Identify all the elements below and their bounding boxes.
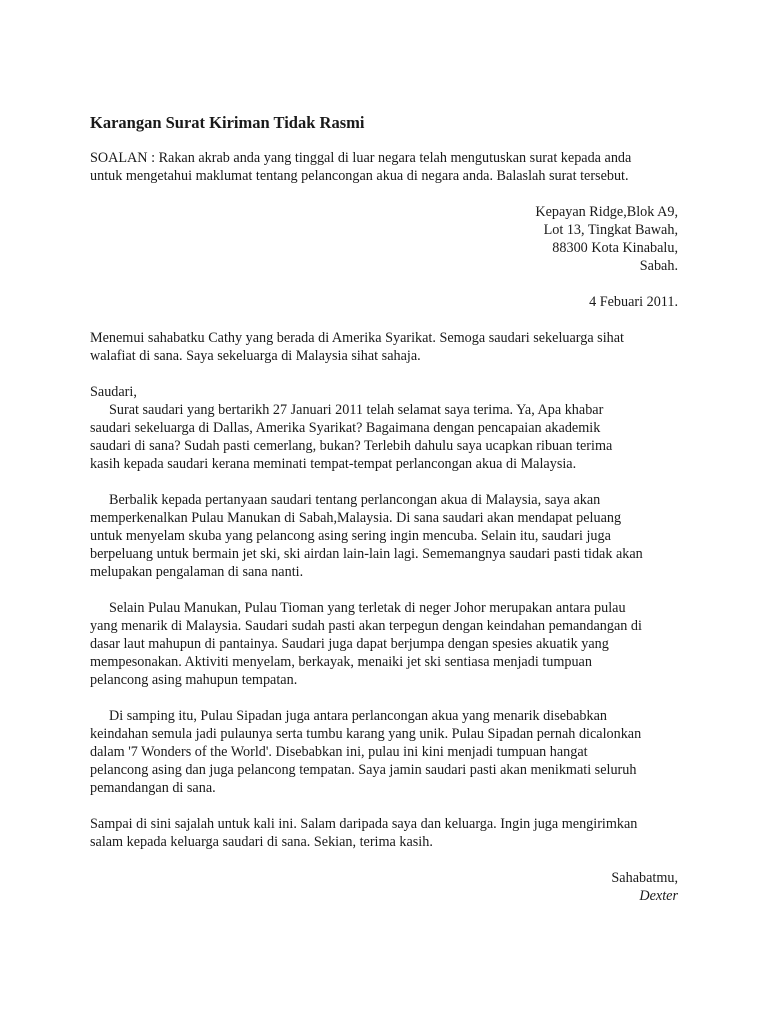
body-paragraph-4 [90,707,678,797]
question-line: SOALAN : Rakan akrab anda yang tinggal di luar negara telah mengutuskan surat kepada anda [90,150,632,166]
body-paragraph-1 [90,401,678,473]
sender-address [90,203,678,275]
paragraph-line: melupakan pengalaman di sana nanti. [90,564,304,580]
paragraph-line: Surat saudari yang bertarikh 27 Januari 2011 telah selamat saya terima. Ya, Apa khabar [109,402,604,418]
paragraph-line: pelancong asing mahupun tempatan. [90,672,298,688]
question-block [90,149,678,185]
address-line: Sabah. [639,258,678,274]
paragraph-line: mempesonakan. Aktiviti menyelam, berkayak, menaiki jet ski sentiasa menjadi tumpuan [90,654,592,670]
paragraph-line: pemandangan di sana. [90,780,216,796]
paragraph-line: Selain Pulau Manukan, Pulau Tioman yang terletak di neger Johor merupakan antara pulau [109,600,626,616]
paragraph-line: Berbalik kepada pertanyaan saudari tentang perlancongan akua di Malaysia, saya akan [109,492,601,508]
paragraph-line: dasar laut mahupun di pantainya. Saudari juga dapat berjumpa dengan spesies akuatik yang [90,636,609,652]
opening-line: walafiat di sana. Saya sekeluarga di Malaysia sihat sahaja. [90,348,421,364]
opening-paragraph [90,329,678,365]
letter-page [90,112,678,905]
paragraph-line: berpeluang untuk bermain jet ski, ski airdan lain-lain lagi. Sememangnya saudari pasti tidak akan [90,546,643,562]
salutation: Saudari, [90,384,137,400]
document-title: Karangan Surat Kiriman Tidak Rasmi [90,113,365,132]
closing-line: Sampai di sini sajalah untuk kali ini. Salam daripada saya dan keluarga. Ingin juga mengirimkan [90,816,638,832]
paragraph-line: kasih kepada saudari kerana meminati tempat-tempat perlancongan akua di Malaysia. [90,456,577,472]
paragraph-line: untuk menyelam skuba yang pelancong asing sering ingin mencuba. Selain itu, saudari juga [90,528,611,544]
letter-date: 4 Febuari 2011. [589,294,678,310]
closing-paragraph [90,815,678,851]
address-line: Lot 13, Tingkat Bawah, [543,222,678,238]
paragraph-line: saudari sekeluarga di Dallas, Amerika Syarikat? Bagaimana dengan pencapaian akademik [90,420,601,436]
paragraph-line: memperkenalkan Pulau Manukan di Sabah,Malaysia. Di sana saudari akan mendapat peluang [90,510,622,526]
paragraph-line: saudari di sana? Sudah pasti cemerlang, bukan? Terlebih dahulu saya ucapkan ribuan terima [90,438,613,454]
body-paragraph-2 [90,491,678,581]
opening-line: Menemui sahabatku Cathy yang berada di Amerika Syarikat. Semoga saudari sekeluarga sihat [90,330,624,346]
paragraph-line: pelancong asing dan juga pelancong tempatan. Saya jamin saudari pasti akan menikmati seluruh [90,762,637,778]
paragraph-line: keindahan semula jadi pulaunya serta tumbu karang yang unik. Pulau Sipadan pernah dicalonkan [90,726,642,742]
address-line: 88300 Kota Kinabalu, [552,240,678,256]
body-paragraph-3 [90,599,678,689]
paragraph-line: yang menarik di Malaysia. Saudari sudah pasti akan terpegun dengan keindahan pemandangan di [90,618,642,634]
address-line: Kepayan Ridge,Blok A9, [535,204,678,220]
closing-line: salam kepada keluarga saudari di sana. Sekian, terima kasih. [90,834,433,850]
paragraph-line: Di samping itu, Pulau Sipadan juga antara perlancongan akua yang menarik disebabkan [109,708,607,724]
signoff: Sahabatmu, [611,870,678,886]
question-line: untuk mengetahui maklumat tentang pelancongan akua di negara anda. Balaslah surat tersebut. [90,168,629,184]
signature-name: Dexter [639,888,678,904]
signature-block [90,869,678,905]
paragraph-line: dalam '7 Wonders of the World'. Disebabkan ini, pulau ini kini menjadi tumpuan hangat [90,744,588,760]
